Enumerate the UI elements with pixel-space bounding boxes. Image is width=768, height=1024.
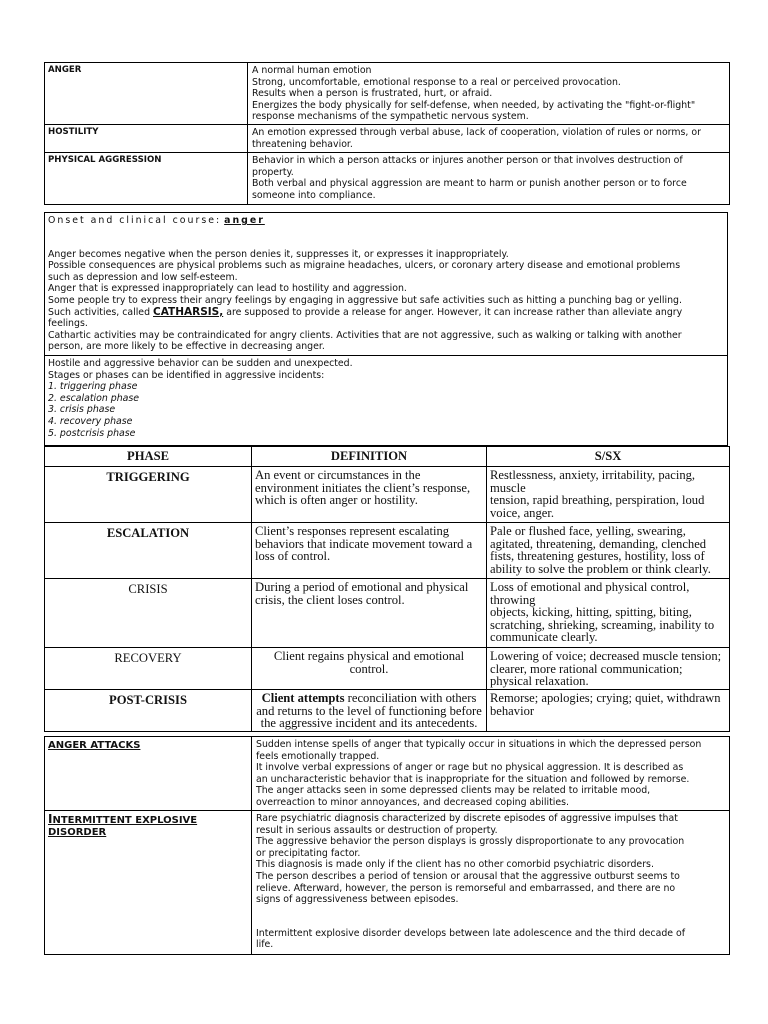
phase-name: TRIGGERING: [45, 467, 252, 523]
onset-line: Possible consequences are physical problems such as migraine headaches, ulcers, or coronary artery disease and emotional problems: [48, 260, 681, 272]
term-initial: I: [48, 812, 53, 826]
catharsis-suffix: are supposed to provide a release for anger. However, it can increase rather than alleviate angry: [223, 306, 683, 318]
phases-intro-section: [44, 356, 728, 446]
signs-line: Remorse; apologies; crying; quiet, withdrawn: [490, 691, 721, 705]
definition-anger-attacks: [252, 737, 730, 811]
onset-line: person, are more likely to be effective in decreasing anger.: [48, 341, 325, 353]
definition-line: This diagnosis is made only if the client has no other comorbid psychiatric disorders.: [256, 859, 654, 871]
phase-definition: [252, 579, 487, 648]
definition-physical-aggression: [248, 152, 730, 204]
signs-line: Pale or flushed face, yelling, swearing,: [490, 524, 686, 538]
phase-signs: [487, 467, 730, 523]
header-definition: DEFINITION: [252, 447, 487, 467]
term-intermittent-explosive-disorder: [45, 811, 252, 955]
phase-name: ESCALATION: [45, 523, 252, 579]
header-phase: PHASE: [45, 447, 252, 467]
definition-hostility: [248, 124, 730, 152]
definition-line: result in serious assaults or destruction of property.: [256, 824, 498, 836]
phase-list-item: 1. triggering phase: [48, 381, 138, 393]
signs-line: objects, kicking, hitting, spitting, biting,: [490, 605, 692, 620]
spacer: [256, 906, 726, 928]
onset-line: such as depression and low self-esteem.: [48, 271, 238, 283]
signs-line: voice, anger.: [490, 505, 554, 520]
signs-line: scratching, shrieking, screaming, inability to: [490, 617, 715, 632]
definition-line: an uncharacteristic behavior that is inappropriate for the situation and followed by remorse.: [256, 773, 690, 785]
phase-row-recovery: [45, 648, 730, 690]
term-hostility: HOSTILITY: [45, 124, 248, 152]
definition-anger: [248, 63, 730, 125]
definition-line: Rare psychiatric diagnosis characterized by discrete episodes of aggressive impulses that: [256, 813, 678, 824]
signs-line: physical relaxation.: [490, 674, 589, 689]
term-anger: ANGER: [45, 63, 248, 125]
definition-line: loss of control.: [255, 549, 331, 564]
onset-heading-term: anger: [224, 215, 265, 226]
definition-text: reconciliation with others: [344, 691, 477, 705]
header-signs: S/SX: [487, 447, 730, 467]
definition-bold-prefix: Client attempts: [261, 691, 345, 705]
catharsis-prefix: Such activities, called: [48, 306, 154, 318]
spacer: [48, 227, 724, 249]
phase-list-item: 2. escalation phase: [48, 392, 140, 404]
definition-line: the aggressive incident and its antecedents.: [260, 716, 478, 731]
phase-list-item: 4. recovery phase: [48, 415, 133, 427]
definition-line: control.: [349, 661, 389, 676]
definition-line: overreaction to minor annoyances, and decreased coping abilities.: [256, 796, 569, 808]
definition-line: Behavior in which a person attacks or injures another person or that involves destruction of: [252, 154, 683, 166]
onset-section: [44, 212, 728, 356]
definition-line: Results when a person is frustrated, hurt, or afraid.: [252, 88, 493, 100]
definition-line: environment initiates the client’s response,: [255, 480, 471, 495]
onset-line: Some people try to express their angry feelings by engaging in aggressive but safe activities such as hitting a punching bag or yelling.: [48, 294, 682, 306]
phase-list-item: 3. crisis phase: [48, 404, 116, 416]
definition-line: Both verbal and physical aggression are meant to harm or punish another person or to force: [252, 178, 687, 190]
signs-line: fists, threatening gestures, hostility, loss of: [490, 549, 705, 564]
signs-line: Restlessness, anxiety, irritability, pacing,: [490, 468, 696, 482]
signs-line: Lowering of voice; decreased muscle tension;: [490, 649, 722, 663]
definition-line: or precipitating factor.: [256, 847, 361, 859]
term-physical-aggression: PHYSICAL AGGRESSION: [45, 152, 248, 204]
onset-line: Cathartic activities may be contraindicated for angry clients. Activities that are not aggressive, such as walking or talking with another: [48, 329, 682, 341]
disorders-table: [44, 736, 730, 955]
definition-line: property.: [252, 166, 294, 178]
phase-signs: [487, 648, 730, 690]
signs-line: agitated, threatening, demanding, clenched: [490, 536, 707, 551]
phase-row-triggering: [45, 467, 730, 523]
definition-line: signs of aggressiveness between episodes.: [256, 894, 459, 906]
term-rest: NTERMITTENT EXPLOSIVE DISORDER: [48, 815, 198, 838]
definition-line: Sudden intense spells of anger that typically occur in situations in which the depressed person: [256, 739, 702, 750]
phase-definition: [252, 690, 487, 732]
definition-line: which is often anger or hostility.: [255, 493, 418, 508]
onset-heading-prefix: Onset and clinical course:: [48, 215, 222, 226]
definitions-table: [44, 62, 730, 205]
definition-line: relieve. Afterward, however, the person is remorseful and embarrassed, and there are no: [256, 882, 676, 894]
phase-definition: [252, 648, 487, 690]
phase-signs: [487, 523, 730, 579]
definition-line: [255, 692, 483, 705]
definition-line: crisis, the client loses control.: [255, 592, 405, 607]
onset-line: feelings.: [48, 318, 88, 330]
definition-line: Client’s responses represent escalating: [255, 524, 450, 538]
onset-line: Anger that is expressed inappropriately can lead to hostility and aggression.: [48, 283, 407, 295]
definition-intermittent-explosive-disorder: [252, 811, 730, 955]
definition-line: Intermittent explosive disorder develops between late adolescence and the third decade of: [256, 927, 686, 939]
phase-name: RECOVERY: [45, 648, 252, 690]
definition-line: During a period of emotional and physical: [255, 580, 469, 594]
phase-name: POST-CRISIS: [45, 690, 252, 732]
signs-line: Loss of emotional and physical control,: [490, 580, 690, 594]
onset-heading: [48, 215, 724, 227]
signs-line: muscle: [490, 480, 526, 495]
definition-line: It involve verbal expressions of anger or rage but no physical aggression. It is described as: [256, 762, 684, 774]
signs-line: tension, rapid breathing, perspiration, loud: [490, 493, 705, 508]
phase-row-escalation: [45, 523, 730, 579]
definition-line: An emotion expressed through verbal abuse, lack of cooperation, violation of rules or norms, or: [252, 126, 701, 138]
phase-definition: [252, 523, 487, 579]
definition-line: behaviors that indicate movement toward a: [255, 536, 473, 551]
definition-row-physical-aggression: [45, 152, 730, 204]
phase-table: [44, 446, 730, 732]
phase-row-crisis: [45, 579, 730, 648]
definition-line: Energizes the body physically for self-defense, when needed, by activating the "fight-or-flight": [252, 99, 696, 111]
definition-line: The anger attacks seen in some depressed clients may be related to irritable mood,: [256, 785, 651, 797]
signs-line: clearer, more rational communication;: [490, 661, 683, 676]
phase-list-item: 5. postcrisis phase: [48, 427, 136, 439]
phases-intro-line: Stages or phases can be identified in aggressive incidents:: [48, 369, 325, 381]
definition-line: someone into compliance.: [252, 189, 376, 201]
phase-name: CRISIS: [45, 579, 252, 648]
definition-line: response mechanisms of the sympathetic nervous system.: [252, 111, 529, 123]
definition-line: and returns to the level of functioning before: [256, 703, 482, 718]
anger-attacks-row: [45, 737, 730, 811]
phase-table-header: [45, 447, 730, 467]
catharsis-term: CATHARSIS,: [153, 305, 224, 318]
ied-row: [45, 811, 730, 955]
phase-signs: [487, 579, 730, 648]
catharsis-line: [48, 307, 724, 319]
phase-definition: [252, 467, 487, 523]
phase-row-post-crisis: [45, 690, 730, 732]
definition-line: feels emotionally trapped.: [256, 750, 380, 762]
definition-line: The aggressive behavior the person displays is grossly disproportionate to any provocation: [256, 836, 685, 848]
signs-line: communicate clearly.: [490, 630, 598, 645]
signs-line: throwing: [490, 592, 536, 607]
definition-line: Strong, uncomfortable, emotional response to a real or perceived provocation.: [252, 76, 621, 88]
definition-line: threatening behavior.: [252, 138, 353, 150]
definition-line: The person describes a period of tension or arousal that the aggressive outburst seems to: [256, 870, 680, 882]
definition-line: An event or circumstances in the: [255, 468, 421, 482]
phases-intro-line: Hostile and aggressive behavior can be sudden and unexpected.: [48, 358, 353, 369]
definition-row-hostility: [45, 124, 730, 152]
term-anger-attacks: ANGER ATTACKS: [45, 737, 252, 811]
onset-line: Anger becomes negative when the person denies it, suppresses it, or expresses it inappropriately.: [48, 248, 509, 260]
definition-line: A normal human emotion: [252, 65, 372, 76]
definition-line: Client regains physical and emotional: [273, 649, 465, 663]
phase-signs: [487, 690, 730, 732]
signs-line: ability to solve the problem or think clearly.: [490, 561, 711, 576]
signs-line: behavior: [490, 703, 535, 718]
definition-line: life.: [256, 939, 274, 951]
definition-row-anger: [45, 63, 730, 125]
